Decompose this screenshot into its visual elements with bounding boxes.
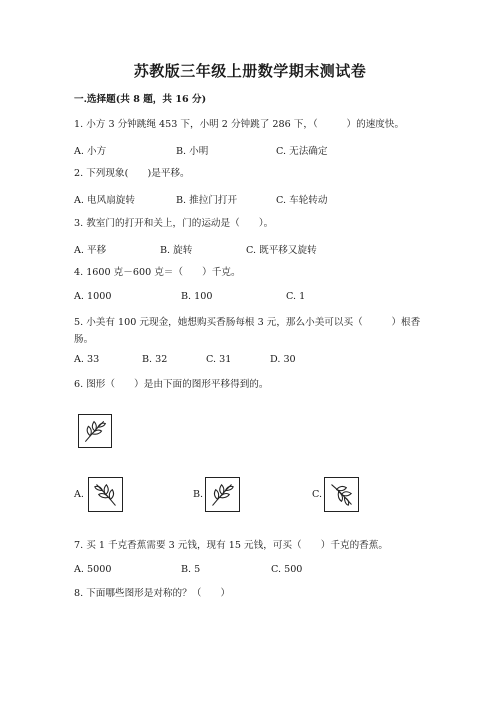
- question-1-option-c[interactable]: C. 无法确定: [276, 146, 328, 157]
- option-a-leaf-figure[interactable]: [88, 477, 123, 512]
- question-1-stem: 1. 小方 3 分钟跳绳 453 下，小明 2 分钟跳了 286 下，（ ）的速度快。: [74, 119, 405, 130]
- question-2-option-b[interactable]: B. 推拉门打开: [176, 195, 238, 206]
- question-4-option-a[interactable]: A. 1000: [74, 291, 112, 302]
- exam-title: 苏教版三年级上册数学期末测试卷: [133, 62, 367, 80]
- question-6-option-a[interactable]: A.: [74, 489, 84, 500]
- option-c-leaf-figure[interactable]: [324, 477, 359, 512]
- question-5-stem: 5. 小美有 100 元现金，她想购买香肠每根 3 元，那么小美可以买（ ）根香肠。: [74, 317, 421, 345]
- question-3-option-b[interactable]: B. 旋转: [160, 245, 193, 256]
- question-6-option-c[interactable]: C.: [312, 489, 323, 500]
- question-5-option-a[interactable]: A. 33: [74, 354, 100, 365]
- question-5-option-c[interactable]: C. 31: [206, 354, 232, 365]
- leaf-branch-icon: [79, 415, 111, 447]
- leaf-branch-icon: [325, 478, 358, 511]
- question-7-option-c[interactable]: C. 500: [271, 564, 303, 575]
- question-3-option-c[interactable]: C. 既平移又旋转: [246, 245, 317, 256]
- question-7-option-a[interactable]: A. 5000: [74, 564, 112, 575]
- question-1-option-a[interactable]: A. 小方: [74, 146, 107, 157]
- question-2-option-a[interactable]: A. 电风扇旋转: [74, 195, 135, 206]
- question-3-option-a[interactable]: A. 平移: [74, 245, 107, 256]
- option-b-leaf-figure[interactable]: [205, 477, 240, 512]
- question-7-stem: 7. 买 1 千克香蕉需要 3 元钱，现有 15 元钱，可买（ ）千克的香蕉。: [74, 540, 388, 551]
- question-5-option-b[interactable]: B. 32: [142, 354, 168, 365]
- question-3-stem: 3. 教室门的打开和关上，门的运动是（ ）。: [74, 218, 274, 229]
- leaf-branch-icon: [89, 478, 122, 511]
- question-8-stem: 8. 下面哪些图形是对称的？（ ）: [74, 588, 231, 599]
- question-4-stem: 4. 1600 克－600 克＝（ ）千克。: [74, 267, 241, 278]
- question-2-stem: 2. 下列现象( )是平移。: [74, 168, 190, 179]
- question-4-option-b[interactable]: B. 100: [181, 291, 213, 302]
- question-6-option-b[interactable]: B.: [193, 489, 204, 500]
- question-7-option-b[interactable]: B. 5: [181, 564, 201, 575]
- question-6-stem: 6. 图形（ ）是由下面的图形平移得到的。: [74, 379, 269, 390]
- question-4-option-c[interactable]: C. 1: [286, 291, 306, 302]
- section-heading: 一.选择题(共 8 题，共 16 分): [74, 94, 207, 105]
- question-5-option-d[interactable]: D. 30: [270, 354, 296, 365]
- reference-leaf-figure: [78, 414, 112, 448]
- question-2-option-c[interactable]: C. 车轮转动: [276, 195, 328, 206]
- question-1-option-b[interactable]: B. 小明: [176, 146, 209, 157]
- leaf-branch-icon: [206, 478, 239, 511]
